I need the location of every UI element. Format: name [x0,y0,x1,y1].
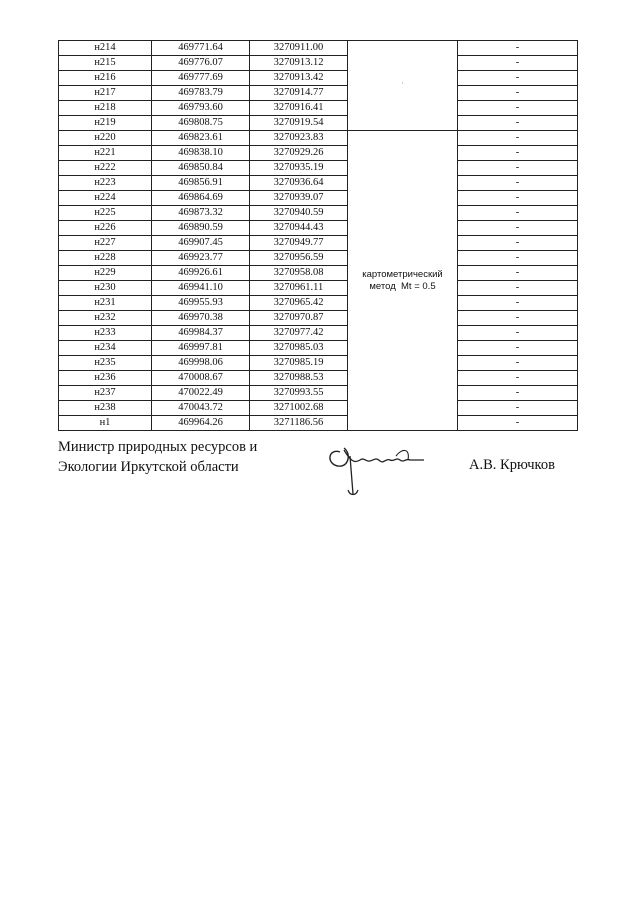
table-row [59,86,578,101]
table-row [59,116,578,131]
point-id-cell: н223 [59,176,152,191]
method-cell-empty: ˈ [348,41,458,131]
table-row [59,386,578,401]
deviation-cell: - [458,386,578,401]
y-coordinate-cell: 3270988.53 [250,371,348,386]
point-id-cell: н234 [59,341,152,356]
x-coordinate-cell: 469771.64 [152,41,250,56]
x-coordinate-cell: 470008.67 [152,371,250,386]
table-row [59,311,578,326]
table-row [59,221,578,236]
signatory-title-line1: Министр природных ресурсов и [58,439,258,455]
table-row [59,416,578,431]
point-id-cell: н229 [59,266,152,281]
y-coordinate-cell: 3270919.54 [250,116,348,131]
deviation-cell: - [458,221,578,236]
table-row [59,131,578,146]
table-row [59,371,578,386]
y-coordinate-cell: 3270911.00 [250,41,348,56]
deviation-cell: - [458,131,578,146]
deviation-cell: - [458,281,578,296]
deviation-cell: - [458,236,578,251]
point-id-cell: н1 [59,416,152,431]
point-id-cell: н216 [59,71,152,86]
table-row [59,236,578,251]
table-row [59,176,578,191]
point-id-cell: н215 [59,56,152,71]
table-row [59,101,578,116]
x-coordinate-cell: 469998.06 [152,356,250,371]
point-id-cell: н219 [59,116,152,131]
deviation-cell: - [458,86,578,101]
y-coordinate-cell: 3270936.64 [250,176,348,191]
y-coordinate-cell: 3270949.77 [250,236,348,251]
deviation-cell: - [458,341,578,356]
deviation-cell: - [458,161,578,176]
method-cell [348,131,458,431]
x-coordinate-cell: 469941.10 [152,281,250,296]
y-coordinate-cell: 3270961.11 [250,281,348,296]
table-row [59,326,578,341]
deviation-cell: - [458,371,578,386]
y-coordinate-cell: 3270977.42 [250,326,348,341]
x-coordinate-cell: 469777.69 [152,71,250,86]
point-id-cell: н218 [59,101,152,116]
x-coordinate-cell: 469793.60 [152,101,250,116]
x-coordinate-cell: 469783.79 [152,86,250,101]
point-id-cell: н217 [59,86,152,101]
x-coordinate-cell: 469850.84 [152,161,250,176]
table-row [59,296,578,311]
x-coordinate-cell: 469890.59 [152,221,250,236]
table-row [59,191,578,206]
x-coordinate-cell: 469856.91 [152,176,250,191]
deviation-cell: - [458,326,578,341]
y-coordinate-cell: 3271002.68 [250,401,348,416]
y-coordinate-cell: 3270913.12 [250,56,348,71]
y-coordinate-cell: 3270985.03 [250,341,348,356]
point-id-cell: н235 [59,356,152,371]
table-row [59,71,578,86]
point-id-cell: н237 [59,386,152,401]
point-id-cell: н238 [59,401,152,416]
y-coordinate-cell: 3270985.19 [250,356,348,371]
table-row [59,161,578,176]
signatory-name: А.В. Крючков [469,457,555,473]
point-id-cell: н231 [59,296,152,311]
deviation-cell: - [458,41,578,56]
table-row [59,206,578,221]
y-coordinate-cell: 3270916.41 [250,101,348,116]
y-coordinate-cell: 3270913.42 [250,71,348,86]
deviation-cell: - [458,146,578,161]
deviation-cell: - [458,101,578,116]
deviation-cell: - [458,266,578,281]
table-row [59,56,578,71]
handwritten-signature [320,430,440,502]
method-label-line2: метод Mt = 0.5 [369,280,436,292]
point-id-cell: н227 [59,236,152,251]
x-coordinate-cell: 469926.61 [152,266,250,281]
point-id-cell: н222 [59,161,152,176]
point-id-cell: н230 [59,281,152,296]
x-coordinate-cell: 469970.38 [152,311,250,326]
deviation-cell: - [458,251,578,266]
y-coordinate-cell: 3270923.83 [250,131,348,146]
x-coordinate-cell: 469923.77 [152,251,250,266]
y-coordinate-cell: 3270993.55 [250,386,348,401]
y-coordinate-cell: 3270970.87 [250,311,348,326]
deviation-cell: - [458,401,578,416]
table-row [59,356,578,371]
y-coordinate-cell: 3270944.43 [250,221,348,236]
point-id-cell: н236 [59,371,152,386]
table-row [59,401,578,416]
table-row [59,41,578,56]
point-id-cell: н220 [59,131,152,146]
deviation-cell: - [458,206,578,221]
deviation-cell: - [458,71,578,86]
x-coordinate-cell: 469907.45 [152,236,250,251]
table-row [59,281,578,296]
table-row [59,146,578,161]
deviation-cell: - [458,191,578,206]
x-coordinate-cell: 469808.75 [152,116,250,131]
x-coordinate-cell: 469823.61 [152,131,250,146]
x-coordinate-cell: 469864.69 [152,191,250,206]
x-coordinate-cell: 469873.32 [152,206,250,221]
signatory-title-line2: Экологии Иркутской области [58,459,239,475]
deviation-cell: - [458,416,578,431]
point-id-cell: н214 [59,41,152,56]
y-coordinate-cell: 3270940.59 [250,206,348,221]
table-row [59,266,578,281]
point-id-cell: н233 [59,326,152,341]
y-coordinate-cell: 3270935.19 [250,161,348,176]
x-coordinate-cell: 469955.93 [152,296,250,311]
x-coordinate-cell: 469997.81 [152,341,250,356]
y-coordinate-cell: 3270965.42 [250,296,348,311]
coordinates-table [58,40,578,431]
signatory-title [58,437,257,477]
deviation-cell: - [458,311,578,326]
coordinates-table-body [59,41,578,431]
x-coordinate-cell: 469838.10 [152,146,250,161]
point-id-cell: н232 [59,311,152,326]
x-coordinate-cell: 469964.26 [152,416,250,431]
y-coordinate-cell: 3270958.08 [250,266,348,281]
x-coordinate-cell: 469776.07 [152,56,250,71]
y-coordinate-cell: 3271186.56 [250,416,348,431]
method-label-line1: картометрический [362,268,443,280]
deviation-cell: - [458,176,578,191]
deviation-cell: - [458,356,578,371]
point-id-cell: н225 [59,206,152,221]
point-id-cell: н228 [59,251,152,266]
y-coordinate-cell: 3270956.59 [250,251,348,266]
x-coordinate-cell: 470043.72 [152,401,250,416]
deviation-cell: - [458,116,578,131]
table-row [59,341,578,356]
point-id-cell: н224 [59,191,152,206]
y-coordinate-cell: 3270929.26 [250,146,348,161]
y-coordinate-cell: 3270939.07 [250,191,348,206]
table-row [59,251,578,266]
y-coordinate-cell: 3270914.77 [250,86,348,101]
point-id-cell: н226 [59,221,152,236]
x-coordinate-cell: 470022.49 [152,386,250,401]
x-coordinate-cell: 469984.37 [152,326,250,341]
point-id-cell: н221 [59,146,152,161]
deviation-cell: - [458,296,578,311]
deviation-cell: - [458,56,578,71]
